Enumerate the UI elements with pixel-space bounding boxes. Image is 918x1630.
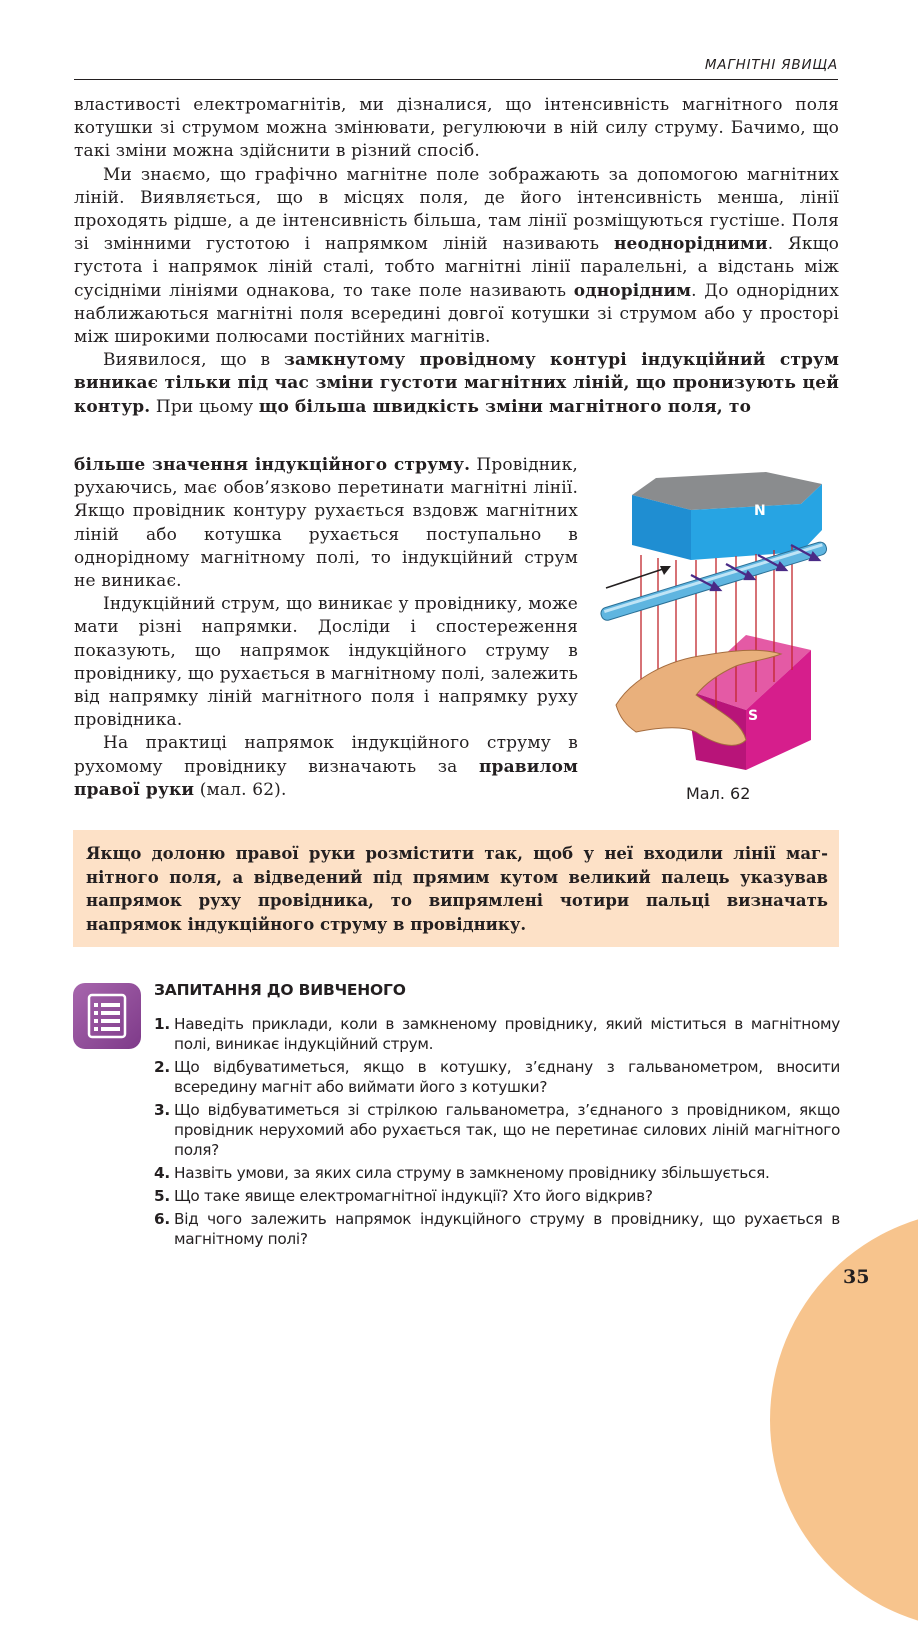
- question-item: 5. Що таке явище електромагнітної індукції? Хто його відкрив?: [154, 1187, 653, 1205]
- paragraph-5: На практиці напрямок індукційного струму в рухомому провіднику визначають за правилом правої руки (мал. 62).: [74, 733, 578, 800]
- key-statement: замкнутому провідному контурі індукційний струм виникає тільки під час зміни густоти магнітних ліній, що пронизують цей контур.: [74, 350, 839, 417]
- paragraph-2: Ми знаємо, що графічно магнітне поле зображають за допомогою магнітних ліній. Виявляється, що в місцях поля, де його інтенсивність менша, лінії проходять рідше, а де інтенсивність більша, там лінії розміщуються густіше. Поля зі змінними густотою і напрямком ліній називають неоднорідними. Якщо густота і напрямок ліній сталі, тобто магнітні лінії паралельні, а відстань між сусідніми лініями однакова, то таке поле називають однорідним. До однорідних наближаються магнітні поля всередині довгої котушки зі струмом або у просторі між широкими полюсами постійних магнітів.: [74, 164, 839, 348]
- question-item: 3. Що відбуватиметься зі стрілкою гальванометра, з’єднаного з провідником, якщо провідник нерухомий або рухається так, що не перетинає силових ліній магнітного поля?: [154, 1101, 840, 1159]
- body-text-column: [74, 454, 578, 802]
- term-nonuniform: неоднорідними: [613, 234, 768, 255]
- questions-title: ЗАПИТАННЯ ДО ВИВЧЕНОГО: [154, 981, 406, 999]
- paragraph-3-start: Виявилося, що в замкнутому провідному контурі індукційний струм виникає тільки під час зміни густоти магнітних ліній, що пронизують цей контур. При цьому що більша швидкість зміни магнітного поля, то: [74, 350, 839, 417]
- body-text-full-width: [74, 94, 839, 419]
- question-item: 4. Назвіть умови, за яких сила струму в замкненому провіднику збільшується.: [154, 1164, 770, 1182]
- key-statement-3: більше значення індукційного струму.: [74, 455, 471, 475]
- question-item: 2. Що відбуватиметься, якщо в котушку, з’єднану з гальванометром, вносити всередину магніт або виймати його з котушки?: [154, 1058, 840, 1096]
- paragraph-4: Індукційний струм, що виникає у провіднику, може мати різні напрямки. Досліди і спостереження показують, що напрямок індукційного струму в провіднику, що рухається в магнітному полі, залежить від напрямку ліній магнітного поля і напрямку руху провідника.: [74, 594, 578, 731]
- list-icon: [73, 983, 141, 1049]
- page-number: 35: [843, 1266, 870, 1288]
- rule-highlight-box: [73, 830, 839, 947]
- motion-arrow: [606, 566, 671, 588]
- right-hand-rule-figure: [596, 470, 841, 775]
- key-statement-2: що більша швидкість зміни магнітного поля, то: [258, 396, 752, 417]
- question-item: 6. Від чого залежить напрямок індукційного струму в провіднику, що рухається в магнітному полі?: [154, 1210, 840, 1248]
- questions-list: [154, 1014, 840, 1252]
- south-pole-label: S: [748, 708, 759, 724]
- north-pole-label: N: [754, 503, 766, 519]
- question-item: 1. Наведіть приклади, коли в замкненому провіднику, який міститься в магнітному полі, виникає індукційний струм.: [154, 1015, 840, 1053]
- term-uniform: однорідним: [573, 280, 692, 301]
- paragraph-3-continued: більше значення індукційного струму. Провідник, рухаючись, має обов’язково перетинати магнітні лінії. Якщо провідник контуру рухається вздовж магнітних ліній або котушка рухається поступально в однорідному магнітному полі, то індукційний струм не виникає.: [74, 455, 578, 592]
- paragraph-1: властивості електромагнітів, ми дізналися, що інтенсивність магнітного поля котушки зі струмом можна змінювати, регулюючи в ній силу струму. Бачимо, що такі зміни можна здійснити в різний спосіб.: [74, 95, 839, 162]
- rule-text: Якщо долоню правої руки розмістити так, щоб у неї входили лінії магнітного поля, а відведений під прямим кутом великий палець указував напрямок руху провідника, то випрямлені чотири пальці визначать напрямок індукційного струму в провіднику.: [86, 844, 828, 934]
- term-right-hand-rule: правилом правої руки: [74, 756, 578, 800]
- section-header: МАГНІТНІ ЯВИЩА: [704, 57, 838, 73]
- header-divider: [74, 79, 838, 80]
- figure-caption: Мал. 62: [686, 784, 751, 803]
